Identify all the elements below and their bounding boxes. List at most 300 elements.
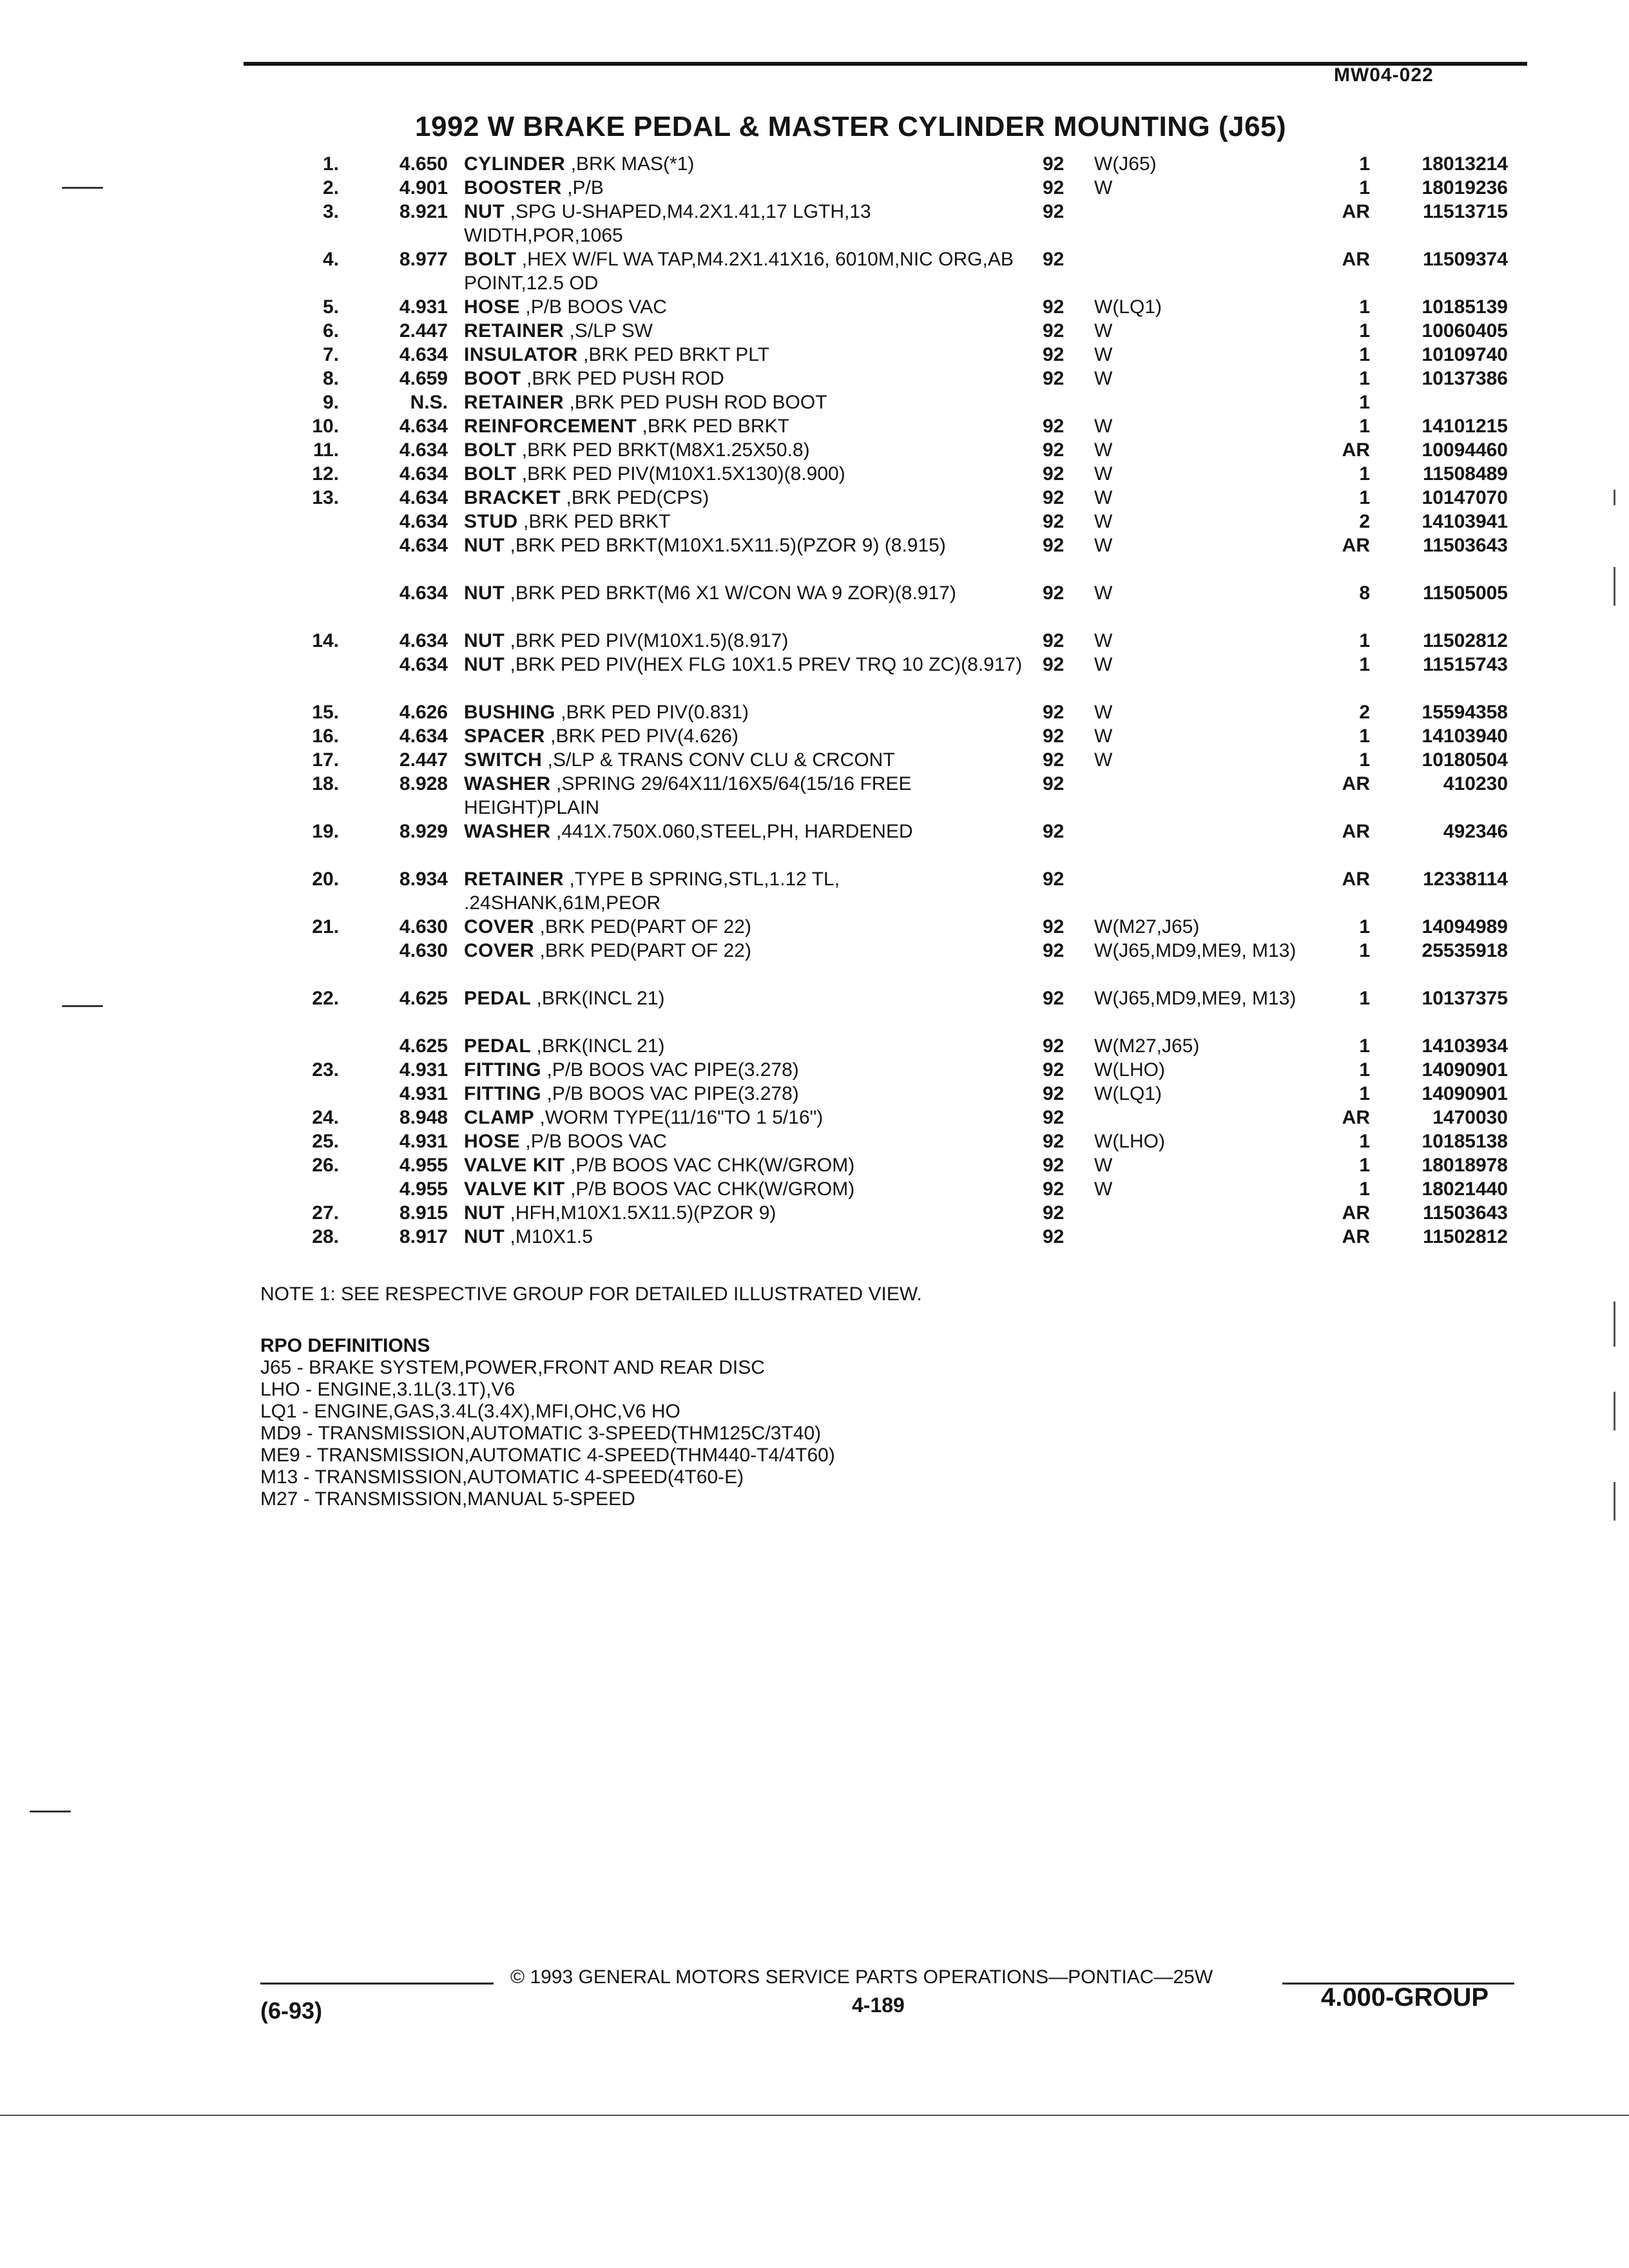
group-number: 4.931 [399,296,448,318]
model-year: 92 [1043,1059,1065,1081]
quantity: 1 [1359,630,1370,651]
part-description [464,152,1025,176]
part-detail: ,BRK PED PIV(M10X1.5)(8.917) [510,630,789,651]
part-row [284,653,1521,700]
part-name: RETAINER [464,869,564,890]
part-name: BOLT [464,249,517,270]
model-year: 92 [1043,582,1065,604]
part-row [284,295,1521,319]
application: W [1094,344,1113,365]
model-year: 92 [1043,463,1065,485]
model-year: 92 [1043,177,1065,198]
part-number: 10180504 [1422,749,1508,771]
group-number: 4.634 [399,487,448,508]
part-name: FITTING [464,1059,542,1081]
part-detail: ,SPRING 29/64X11/16X5/64(15/16 FREE HEIGHT)PLAIN [464,773,912,818]
item-number: 6. [322,320,339,341]
part-number: 410230 [1443,773,1508,794]
group-number: 4.634 [399,416,448,437]
part-number: 14090901 [1422,1059,1508,1081]
part-detail: ,P/B BOOS VAC CHK(W/GROM) [570,1178,855,1200]
rpo-item: M13 - TRANSMISSION,AUTOMATIC 4-SPEED(4T60-E) [260,1466,744,1488]
part-name: RETAINER [464,392,564,413]
application: W [1094,535,1113,556]
group-number: 8.948 [399,1107,448,1128]
quantity: 1 [1359,1131,1370,1152]
part-detail: ,WORM TYPE(11/16"TO 1 5/16") [539,1107,824,1128]
scan-edge-line [0,2115,1629,2116]
part-row [284,414,1521,438]
part-row [284,748,1521,772]
part-row [284,1082,1521,1106]
item-number: 23. [312,1059,339,1081]
page-number: 4-189 [852,1994,905,2017]
part-description [464,986,1025,1010]
quantity: 1 [1359,1083,1370,1104]
part-number: 11513715 [1423,201,1508,222]
quantity: 1 [1359,392,1370,413]
group-number: 4.634 [399,511,448,532]
application: W(LQ1) [1094,296,1162,318]
group-number: 4.634 [399,535,448,556]
item-number: 25. [312,1131,339,1152]
part-row [284,581,1521,629]
part-number: 11503643 [1423,1202,1508,1224]
quantity: 1 [1359,320,1370,341]
part-number: 14094989 [1422,916,1508,937]
part-number: 11508489 [1423,463,1508,485]
application: W [1094,726,1113,747]
model-year: 92 [1043,749,1065,771]
scan-mark [30,1811,71,1812]
item-number: 20. [312,869,339,890]
part-name: CYLINDER [464,153,566,175]
part-description [464,1034,1025,1058]
application: W [1094,177,1113,198]
model-year: 92 [1043,1226,1065,1247]
quantity: AR [1342,439,1370,461]
model-year: 92 [1043,988,1065,1009]
part-name: INSULATOR [464,344,578,365]
application: W(J65) [1094,153,1157,175]
quantity: AR [1342,1226,1370,1247]
group-number: 4.626 [399,702,448,723]
group-number: 8.921 [399,201,448,222]
part-name: NUT [464,654,505,675]
part-name: NUT [464,1202,505,1224]
quantity: 1 [1359,1059,1370,1081]
part-name: STUD [464,511,518,532]
part-row [284,1225,1521,1249]
rpo-item: ME9 - TRANSMISSION,AUTOMATIC 4-SPEED(THM440-T4/4T60) [260,1445,835,1466]
edge-mark [1614,1392,1615,1430]
quantity: 1 [1359,1035,1370,1057]
part-description [464,247,1025,295]
part-detail: ,SPG U-SHAPED,M4.2X1.41,17 LGTH,13 WIDTH,POR,1065 [464,201,871,246]
group-number: 4.931 [399,1131,448,1152]
part-detail: ,BRK PED BRKT(M6 X1 W/CON WA 9 ZOR)(8.917) [510,582,956,604]
quantity: AR [1342,201,1370,222]
quantity: AR [1342,535,1370,556]
part-row [284,176,1521,200]
part-detail: ,S/LP & TRANS CONV CLU & CRCONT [547,749,895,771]
part-name: HOSE [464,296,521,318]
part-detail: ,BRK(INCL 21) [536,988,665,1009]
quantity: 2 [1359,702,1370,723]
part-row [284,462,1521,486]
part-name: WASHER [464,821,551,842]
part-row [284,1153,1521,1177]
part-detail: ,BRK PED(PART OF 22) [539,940,751,961]
model-year: 92 [1043,726,1065,747]
part-number: 12338114 [1423,869,1508,890]
item-number: 18. [312,773,339,794]
application: W(LHO) [1094,1059,1165,1081]
part-name: NUT [464,535,505,556]
part-detail: ,HEX W/FL WA TAP,M4.2X1.41X16, 6010M,NIC ORG,AB POINT,12.5 OD [464,249,1014,294]
group-number: 2.447 [399,749,448,771]
application: W [1094,749,1113,771]
model-year: 92 [1043,439,1065,461]
part-description [464,295,1025,319]
group-number: 8.917 [399,1226,448,1247]
group-number: 8.934 [399,869,448,890]
model-year: 92 [1043,296,1065,318]
item-number: 5. [322,296,339,318]
part-name: VALVE KIT [464,1178,565,1200]
application: W [1094,463,1113,485]
group-number: 2.447 [399,320,448,341]
part-row [284,200,1521,247]
part-description [464,939,1025,963]
item-number: 10. [312,416,339,437]
item-number: 7. [322,344,339,365]
part-description [464,653,1025,677]
part-name: NUT [464,1226,505,1247]
group-number: 4.659 [399,368,448,389]
quantity: 1 [1359,940,1370,961]
part-row [284,319,1521,343]
part-detail: ,BRK PED(PART OF 22) [539,916,751,937]
part-name: BOLT [464,439,517,461]
application: W [1094,439,1113,461]
group-number: 4.931 [399,1059,448,1081]
application: W [1094,582,1113,604]
part-row [284,1058,1521,1082]
item-number: 12. [312,463,339,485]
part-description [464,1225,1025,1249]
part-name: REINFORCEMENT [464,416,637,437]
quantity: 1 [1359,344,1370,365]
part-detail: ,M10X1.5 [510,1226,593,1247]
rpo-item: MD9 - TRANSMISSION,AUTOMATIC 3-SPEED(THM125C/3T40) [260,1423,822,1444]
quantity: 1 [1359,296,1370,318]
part-row [284,772,1521,820]
quantity: 1 [1359,487,1370,508]
part-description [464,343,1025,367]
part-number: 10137375 [1422,988,1508,1009]
item-number: 21. [312,916,339,937]
part-description [464,772,1025,820]
part-row [284,629,1521,653]
edge-mark [1614,1482,1615,1521]
part-row [284,247,1521,295]
part-number: 10094460 [1422,439,1508,461]
part-row [284,533,1521,581]
part-row [284,438,1521,462]
model-year: 92 [1043,1131,1065,1152]
part-name: PEDAL [464,988,532,1009]
edge-mark [1614,1302,1615,1347]
part-description [464,915,1025,939]
part-number: 14101215 [1422,416,1508,437]
part-description [464,724,1025,748]
group-number: 4.625 [399,1035,448,1057]
part-number: 14090901 [1422,1083,1508,1104]
model-year: 92 [1043,535,1065,556]
part-description [464,1177,1025,1201]
part-description [464,438,1025,462]
application: W [1094,1178,1113,1200]
part-row [284,367,1521,390]
part-number: 11502812 [1423,630,1508,651]
part-detail: ,P/B BOOS VAC PIPE(3.278) [546,1083,799,1104]
part-name: SWITCH [464,749,543,771]
model-year: 92 [1043,773,1065,794]
model-year: 92 [1043,201,1065,222]
rpo-item: LQ1 - ENGINE,GAS,3.4L(3.4X),MFI,OHC,V6 HO [260,1401,680,1422]
item-number: 27. [312,1202,339,1224]
model-year: 92 [1043,821,1065,842]
parts-list [284,152,1521,1249]
part-detail: ,BRK(INCL 21) [536,1035,665,1057]
part-name: FITTING [464,1083,542,1104]
part-row [284,1177,1521,1201]
part-number: 15594358 [1422,702,1508,723]
part-name: NUT [464,201,505,222]
group-number: 4.955 [399,1178,448,1200]
part-description [464,1082,1025,1106]
part-detail: ,BRK MAS(*1) [570,153,695,175]
group-number: 4.634 [399,654,448,675]
rpo-item: LHO - ENGINE,3.1L(3.1T),V6 [260,1379,516,1400]
application: W [1094,702,1113,723]
part-number: 1470030 [1432,1107,1508,1128]
model-year: 92 [1043,344,1065,365]
model-year: 92 [1043,1035,1065,1057]
part-description [464,867,1025,915]
model-year: 92 [1043,153,1065,175]
part-row [284,390,1521,414]
part-number: 10109740 [1422,344,1508,365]
part-number: 25535918 [1422,940,1508,961]
quantity: 1 [1359,463,1370,485]
part-description [464,510,1025,533]
part-description [464,820,1025,843]
part-name: NUT [464,630,505,651]
item-number: 16. [312,726,339,747]
quantity: AR [1342,869,1370,890]
model-year: 92 [1043,916,1065,937]
part-detail: ,BRK PED BRKT [523,511,671,532]
model-year: 92 [1043,511,1065,532]
item-number: 22. [312,988,339,1009]
part-row [284,1034,1521,1058]
item-number: 17. [312,749,339,771]
item-number: 9. [322,392,339,413]
part-description [464,390,1025,414]
scan-mark [62,1005,103,1007]
group-number: 4.634 [399,463,448,485]
part-name: BOOT [464,368,521,389]
part-name: BOLT [464,463,517,485]
part-number: 18013214 [1422,153,1508,175]
part-detail: ,BRK PED BRKT [642,416,789,437]
footer-rule-left [260,1983,494,1984]
part-name: CLAMP [464,1107,535,1128]
quantity: 8 [1359,582,1370,604]
part-detail: ,BRK PED BRKT(M8X1.25X50.8) [521,439,810,461]
part-detail: ,P/B [567,177,604,198]
model-year: 92 [1043,416,1065,437]
rpo-item: M27 - TRANSMISSION,MANUAL 5-SPEED [260,1488,635,1510]
scan-mark [62,187,103,189]
part-detail: ,BRK PED BRKT PLT [583,344,770,365]
part-description [464,1153,1025,1177]
part-row [284,1201,1521,1225]
part-name: SPACER [464,726,545,747]
part-number: 11502812 [1423,1226,1508,1247]
part-number: 11505005 [1423,582,1508,604]
model-year: 92 [1043,630,1065,651]
group-number: 8.977 [399,249,448,270]
application: W(J65,MD9,ME9, M13) [1094,940,1296,961]
group-number: 4.634 [399,630,448,651]
part-description [464,1201,1025,1225]
part-name: COVER [464,940,535,961]
rpo-definitions [260,1335,835,1510]
group-number: 8.915 [399,1202,448,1224]
item-number: 13. [312,487,339,508]
quantity: 1 [1359,916,1370,937]
application: W(LQ1) [1094,1083,1162,1104]
part-number: 10185139 [1422,296,1508,318]
model-year: 92 [1043,320,1065,341]
application: W [1094,511,1113,532]
part-number: 14103940 [1422,726,1508,747]
part-name: WASHER [464,773,551,794]
rpo-item: J65 - BRAKE SYSTEM,POWER,FRONT AND REAR DISC [260,1357,765,1378]
part-number: 14103934 [1422,1035,1508,1057]
quantity: 1 [1359,1178,1370,1200]
application: W(LHO) [1094,1131,1165,1152]
model-year: 92 [1043,368,1065,389]
part-description [464,319,1025,343]
group-number: 4.634 [399,726,448,747]
application: W(M27,J65) [1094,1035,1200,1057]
model-year: 92 [1043,654,1065,675]
part-row [284,986,1521,1034]
part-detail: ,BRK PED(CPS) [566,487,709,508]
part-description [464,700,1025,724]
page-title: 1992 W BRAKE PEDAL & MASTER CYLINDER MOUNTING (J65) [415,111,1287,142]
quantity: AR [1342,773,1370,794]
item-number: 26. [312,1155,339,1176]
part-number: 18018978 [1422,1155,1508,1176]
part-row [284,343,1521,367]
part-number: 10185138 [1422,1131,1508,1152]
group-number: 8.928 [399,773,448,794]
part-number: 14103941 [1422,511,1508,532]
part-row [284,486,1521,510]
part-description [464,486,1025,510]
quantity: 1 [1359,726,1370,747]
part-row [284,939,1521,986]
model-year: 92 [1043,1155,1065,1176]
part-number: 492346 [1443,821,1508,842]
part-detail: ,P/B BOOS VAC [525,1131,667,1152]
part-description [464,367,1025,390]
part-name: PEDAL [464,1035,532,1057]
part-description [464,176,1025,200]
part-name: BOOSTER [464,177,562,198]
part-detail: ,BRK PED PIV(HEX FLG 10X1.5 PREV TRQ 10 ZC)(8.917) [510,654,1023,675]
part-detail: ,BRK PED PIV(4.626) [550,726,738,747]
part-number: 11515743 [1423,654,1508,675]
part-detail: ,BRK PED PIV(0.831) [561,702,749,723]
part-description [464,200,1025,247]
group-number: 4.634 [399,344,448,365]
note: NOTE 1: SEE RESPECTIVE GROUP FOR DETAILED ILLUSTRATED VIEW. [260,1283,922,1305]
part-detail: ,BRK PED PUSH ROD BOOT [569,392,827,413]
part-row [284,724,1521,748]
application: W [1094,654,1113,675]
part-number: 18021440 [1422,1178,1508,1200]
copyright: © 1993 GENERAL MOTORS SERVICE PARTS OPERATIONS—PONTIAC—25W [510,1966,1213,1988]
application: W [1094,1155,1113,1176]
quantity: 1 [1359,153,1370,175]
model-year: 92 [1043,249,1065,270]
part-name: BRACKET [464,487,561,508]
part-name: HOSE [464,1131,521,1152]
quantity: 1 [1359,654,1370,675]
part-detail: ,P/B BOOS VAC PIPE(3.278) [546,1059,799,1081]
rpo-title: RPO DEFINITIONS [260,1335,430,1356]
part-number: 11509374 [1423,249,1508,270]
quantity: 1 [1359,416,1370,437]
rpo-list [260,1357,835,1510]
item-number: 14. [312,630,339,651]
application: W [1094,320,1113,341]
part-detail: ,BRK PED PUSH ROD [526,368,724,389]
edge-mark [1614,567,1615,606]
group-number: 4.901 [399,177,448,198]
model-year: 92 [1043,1107,1065,1128]
quantity: 2 [1359,511,1370,532]
model-year: 92 [1043,1083,1065,1104]
part-name: BUSHING [464,702,555,723]
part-row [284,1106,1521,1129]
part-detail: ,P/B BOOS VAC [525,296,667,318]
item-number: 3. [322,201,339,222]
part-description [464,1129,1025,1153]
part-row [284,1129,1521,1153]
item-number: 19. [312,821,339,842]
group-code: 4.000-GROUP [1321,1983,1489,2012]
part-description [464,629,1025,653]
part-row [284,867,1521,915]
model-year: 92 [1043,940,1065,961]
